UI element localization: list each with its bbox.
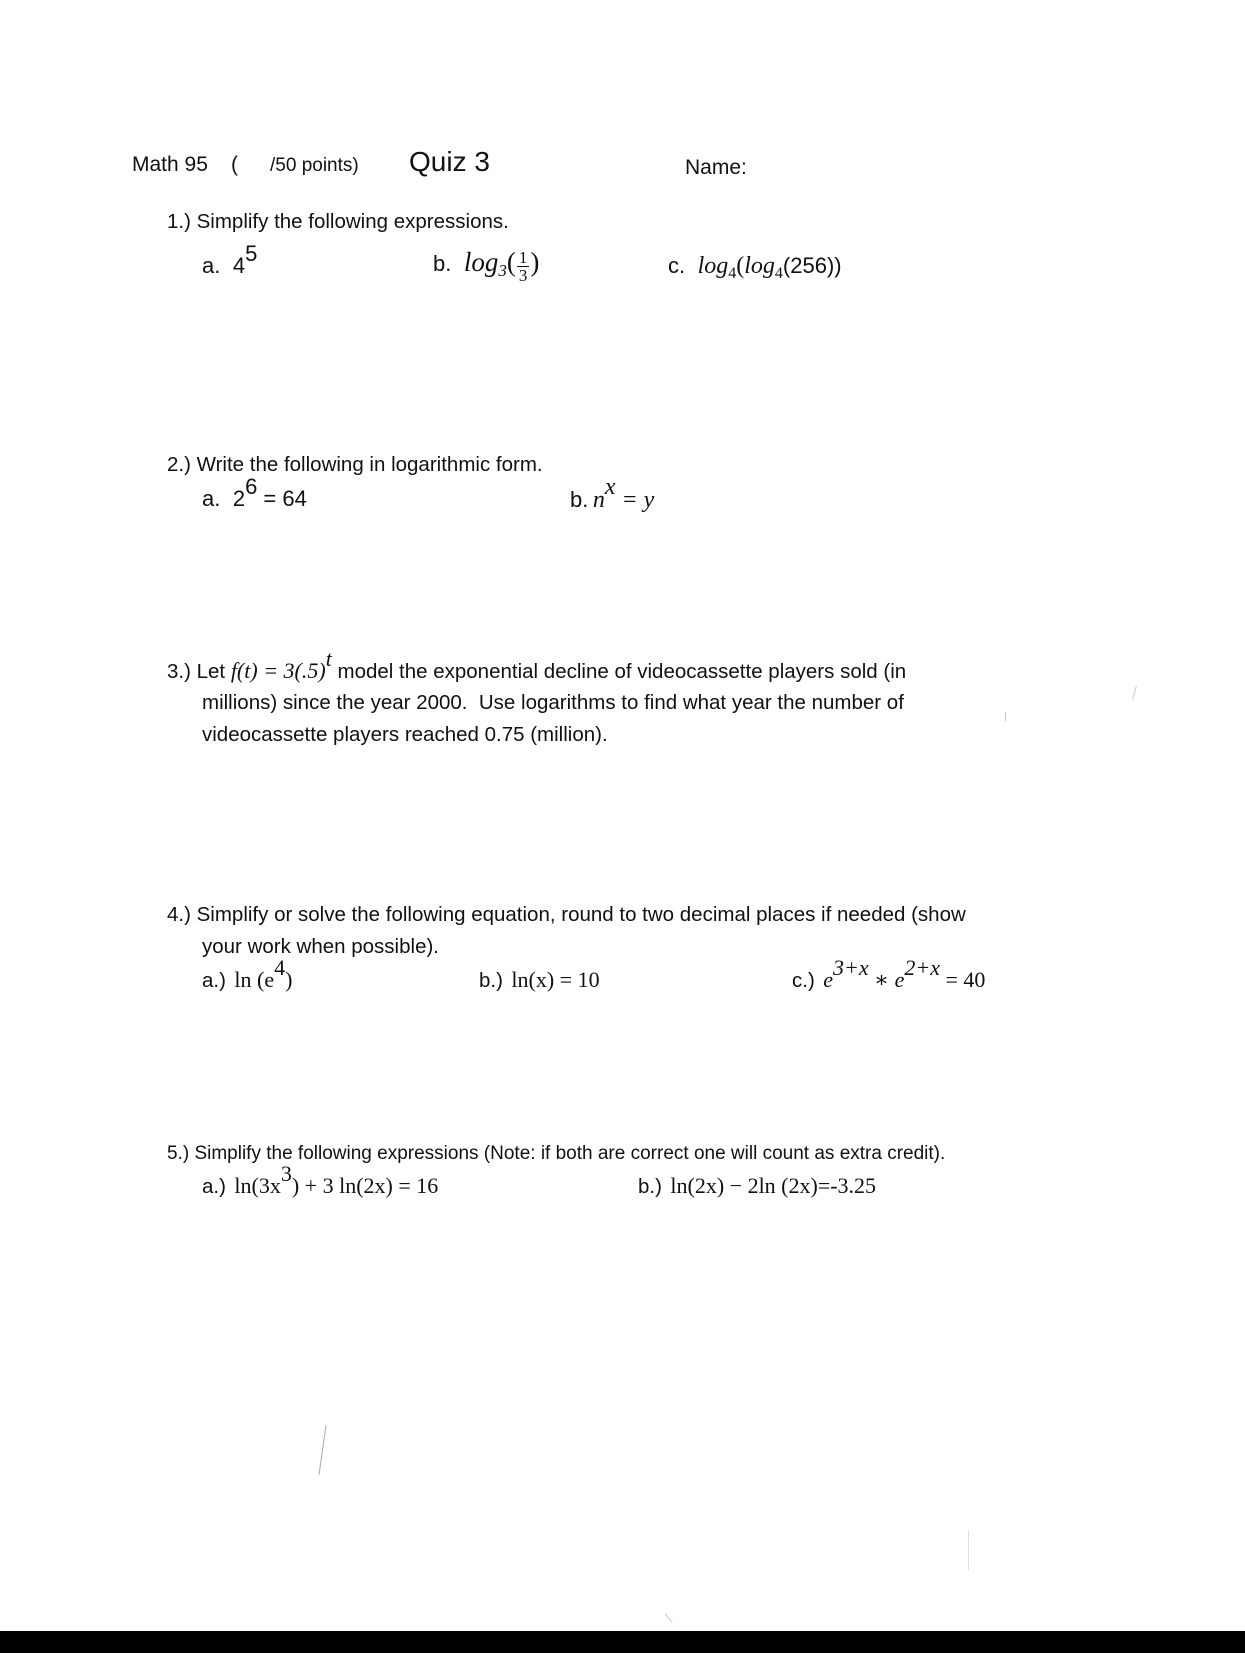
q3-lead: 3.) Let [167, 660, 231, 683]
q1-b-numerator: 1 [518, 248, 528, 268]
q4-a-expr: ln (e [234, 967, 275, 992]
q4-line-1: 4.) Simplify or solve the following equation, round to two decimal places if needed (show [167, 903, 966, 926]
q4-a-label: a.) [202, 969, 226, 992]
q1-b-label: b. [433, 251, 452, 276]
scan-mark [319, 1425, 327, 1475]
q3-line-1 [167, 645, 907, 684]
q3-function: f(t) = 3(.5) [230, 658, 326, 683]
scan-speck [1005, 712, 1006, 721]
q1-b-sub: 3 [498, 261, 507, 281]
q4-a-exp: 4 [274, 954, 286, 980]
q1-part-a [202, 240, 258, 279]
q1-part-c [668, 253, 842, 280]
q5-a-expr-1: ln(3x [234, 1173, 281, 1198]
q4-part-c [792, 954, 986, 993]
q3-line-3: videocassette players reached 0.75 (million). [202, 723, 608, 746]
q1-c-label: c. [668, 253, 686, 278]
q2-part-a [202, 473, 307, 512]
q3-line-2: millions) since the year 2000. Use logarithms to find what year the number of [202, 691, 904, 714]
q4-line-2: your work when possible). [202, 935, 439, 958]
q4-b-expr: ln(x) = 10 [511, 967, 600, 992]
q4-c-rest: = 40 [939, 967, 986, 992]
q2-b-label: b. [570, 487, 589, 512]
scan-bottom-border [0, 1631, 1245, 1653]
q2-prompt: 2.) Write the following in logarithmic form. [167, 453, 543, 476]
q1-c-func-outer: log [697, 253, 729, 279]
q1-b-open-paren: ( [506, 247, 516, 277]
q4-c-e2: e [894, 967, 905, 992]
q2-part-b [570, 473, 655, 514]
q4-c-exp1: 3+x [833, 954, 869, 980]
q1-b-close-paren: ) [530, 247, 540, 277]
q4-part-a [202, 954, 293, 993]
q3-line-1-rest: model the exponential decline of videocassette players sold (in [331, 660, 907, 683]
points-total: /50 points) [270, 155, 359, 176]
q1-c-sub-outer: 4 [728, 264, 737, 282]
q3-function-exp: t [325, 645, 332, 671]
q4-c-label: c.) [792, 969, 815, 992]
q2-b-base: n [592, 487, 605, 513]
q5-part-b [638, 1173, 876, 1199]
q1-a-exp: 5 [245, 240, 258, 266]
q5-a-exp: 3 [280, 1160, 292, 1186]
scan-speck [664, 1613, 672, 1623]
q2-a-exp: 6 [245, 473, 258, 499]
q1-c-func-inner: log [744, 253, 775, 279]
q2-a-base: 2 [232, 486, 246, 511]
q5-a-label: a.) [202, 1175, 226, 1198]
q1-c-sub-inner: 4 [774, 264, 783, 282]
q1-a-base: 4 [232, 253, 246, 278]
q5-prompt: 5.) Simplify the following expressions (Note: if both are correct one will count as extra credit). [167, 1143, 946, 1164]
q1-b-denominator: 3 [518, 266, 528, 286]
q5-a-expr-2: ) + 3 ln(2x) = 16 [291, 1173, 439, 1198]
q4-b-label: b.) [479, 969, 503, 992]
q4-part-b [479, 967, 600, 993]
q4-c-e1: e [823, 967, 833, 992]
q5-part-a [202, 1160, 439, 1199]
q1-part-b [433, 247, 539, 284]
scan-speck [1132, 686, 1137, 700]
q4-c-exp2: 2+x [904, 954, 940, 980]
q2-a-rest: = 64 [257, 486, 307, 511]
points-paren: ( [231, 153, 238, 176]
scan-speck [968, 1530, 969, 1570]
quiz-title: Quiz 3 [409, 146, 490, 177]
q5-b-label: b.) [638, 1175, 662, 1198]
q5-b-expr: ln(2x) − 2ln (2x)=-3.25 [670, 1173, 877, 1198]
q1-b-fraction [517, 249, 530, 284]
q4-c-mult: ∗ [868, 967, 895, 992]
course-label: Math 95 [132, 153, 208, 176]
q1-prompt: 1.) Simplify the following expressions. [167, 210, 509, 233]
q2-b-exp: x [604, 473, 616, 500]
q1-c-argument: (256)) [782, 253, 842, 278]
q1-b-func: log [463, 247, 499, 277]
q2-a-label: a. [202, 486, 221, 511]
q1-c-open-paren: ( [736, 253, 745, 279]
name-label: Name: [685, 156, 747, 179]
q2-b-rest: = y [615, 487, 655, 513]
q1-a-label: a. [202, 253, 221, 278]
q4-a-close: ) [285, 967, 293, 992]
